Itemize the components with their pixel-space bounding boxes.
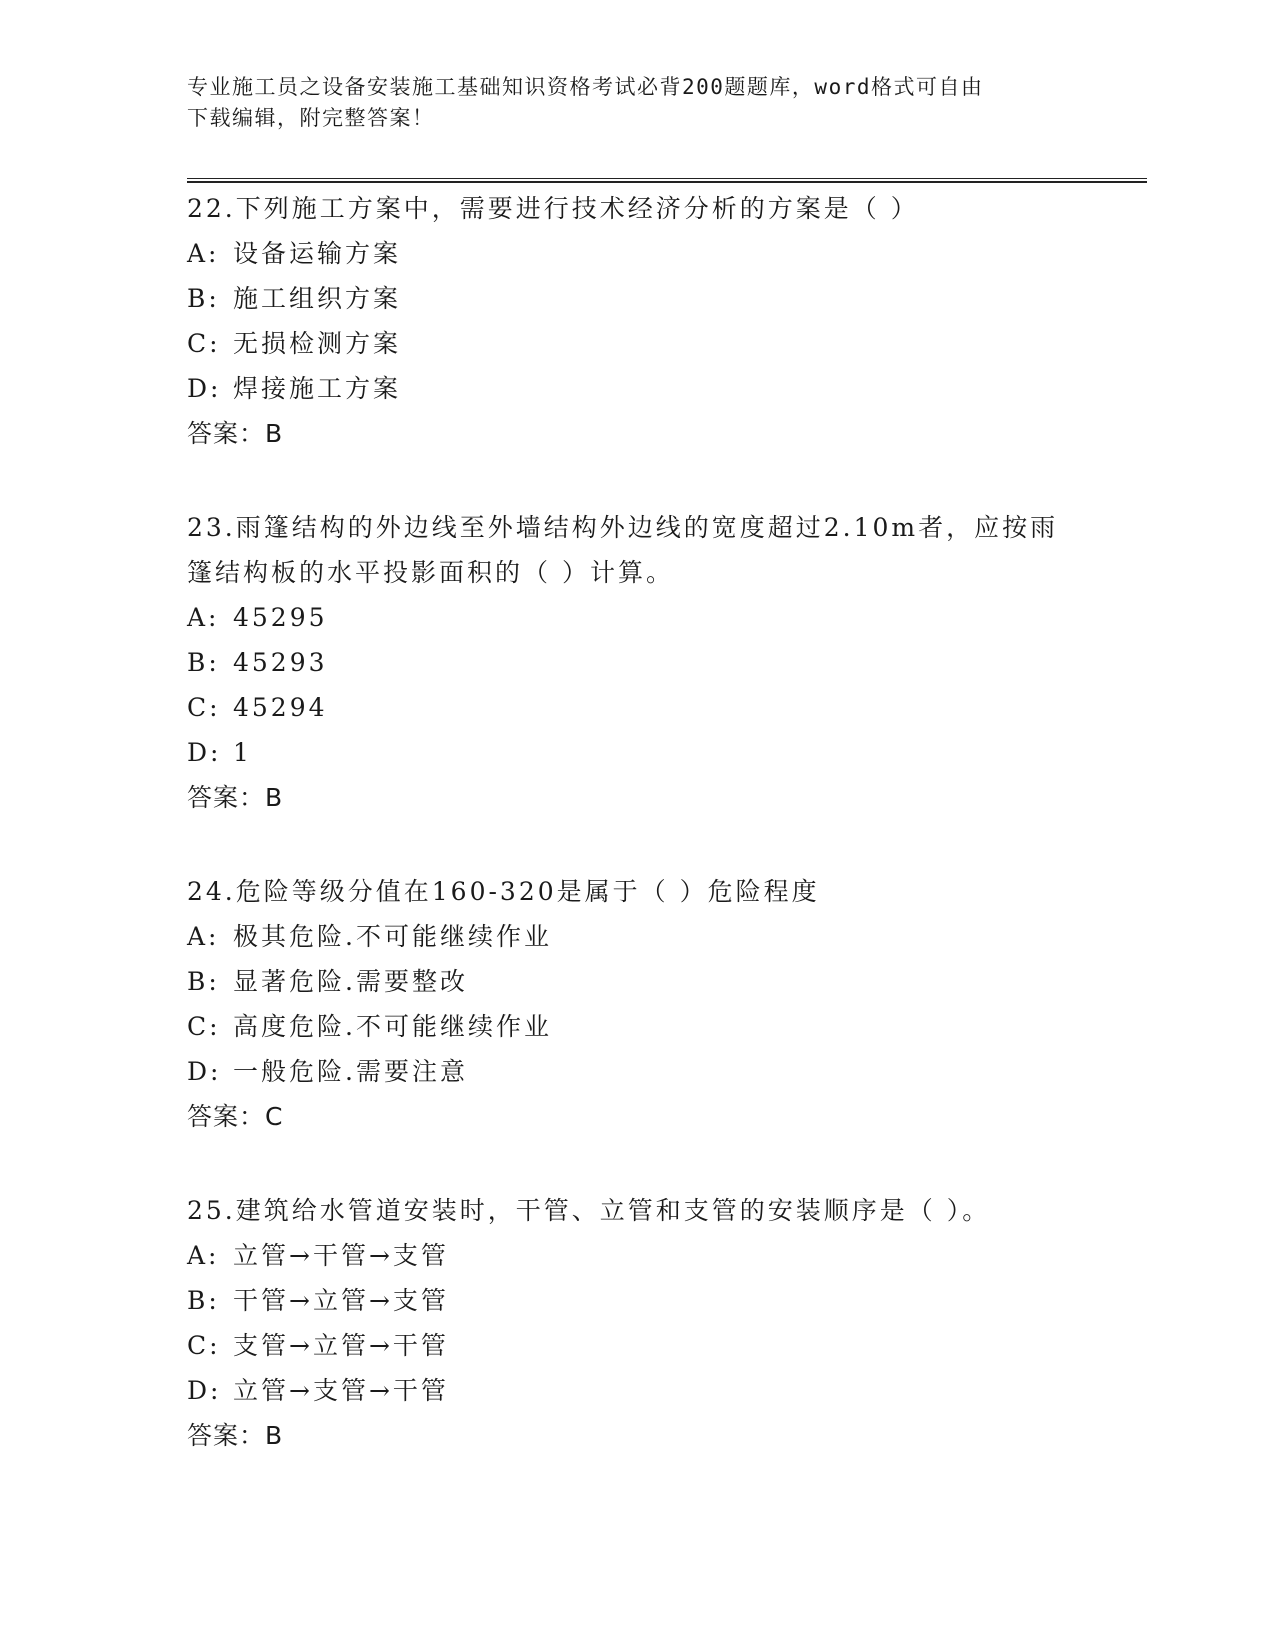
option-c (187, 321, 1087, 366)
option-text: 施工组织方案 (233, 284, 402, 313)
option-key: C: (187, 693, 221, 722)
option-c (187, 685, 1087, 730)
option-d (187, 1049, 1087, 1094)
option-key: A: (187, 922, 220, 951)
option-text: 支管→立管→干管 (233, 1331, 449, 1360)
option-key: A: (187, 603, 220, 632)
question-24 (187, 869, 1087, 1139)
option-a (187, 231, 1087, 276)
option-c (187, 1323, 1087, 1368)
option-text: 一般危险.需要注意 (233, 1057, 468, 1086)
option-text: 1 (233, 738, 252, 767)
option-text: 45295 (233, 603, 328, 632)
option-d (187, 730, 1087, 775)
option-b (187, 1278, 1087, 1323)
option-key: C: (187, 1331, 221, 1360)
option-d (187, 1368, 1087, 1413)
header-divider (187, 178, 1147, 183)
option-text: 高度危险.不可能继续作业 (233, 1012, 552, 1041)
option-d (187, 366, 1087, 411)
option-text: 无损检测方案 (233, 329, 402, 358)
option-text: 焊接施工方案 (233, 374, 402, 403)
option-b (187, 276, 1087, 321)
option-key: B: (187, 648, 220, 677)
option-text: 设备运输方案 (233, 239, 402, 268)
answer: 答案：C (187, 1102, 284, 1131)
question-stem: 23.雨篷结构的外边线至外墙结构外边线的宽度超过2.10m者，应按雨 (187, 513, 1059, 542)
option-a (187, 914, 1087, 959)
option-key: A: (187, 239, 220, 268)
option-key: B: (187, 284, 220, 313)
option-key: D: (187, 374, 222, 403)
header-line-1: 专业施工员之设备安装施工基础知识资格考试必背200题题库，word格式可自由 (187, 75, 984, 99)
document-header (187, 72, 1067, 134)
question-23 (187, 505, 1087, 820)
option-key: A: (187, 1241, 220, 1270)
option-key: D: (187, 1057, 222, 1086)
option-text: 显著危险.需要整改 (233, 967, 468, 996)
option-a (187, 1233, 1087, 1278)
option-key: C: (187, 329, 221, 358)
option-text: 立管→支管→干管 (233, 1376, 449, 1405)
option-key: C: (187, 1012, 221, 1041)
option-text: 干管→立管→支管 (233, 1286, 449, 1315)
answer: 答案：B (187, 1421, 284, 1450)
question-stem: 24.危险等级分值在160-320是属于（ ）危险程度 (187, 877, 820, 906)
question-22 (187, 186, 1087, 456)
question-25 (187, 1188, 1087, 1458)
option-text: 立管→干管→支管 (233, 1241, 449, 1270)
header-line-2: 下载编辑，附完整答案！ (187, 106, 435, 130)
question-stem: 22.下列施工方案中，需要进行技术经济分析的方案是（ ） (187, 194, 919, 223)
option-key: B: (187, 967, 220, 996)
question-stem: 25.建筑给水管道安装时，干管、立管和支管的安装顺序是（ ）。 (187, 1196, 991, 1225)
answer: 答案：B (187, 419, 284, 448)
option-key: D: (187, 738, 222, 767)
option-text: 45293 (233, 648, 328, 677)
option-a (187, 595, 1087, 640)
option-b (187, 640, 1087, 685)
option-b (187, 959, 1087, 1004)
option-key: B: (187, 1286, 220, 1315)
option-text: 极其危险.不可能继续作业 (233, 922, 552, 951)
option-key: D: (187, 1376, 222, 1405)
question-stem-continued: 篷结构板的水平投影面积的（ ）计算。 (187, 558, 674, 587)
answer: 答案：B (187, 783, 284, 812)
option-c (187, 1004, 1087, 1049)
option-text: 45294 (233, 693, 328, 722)
